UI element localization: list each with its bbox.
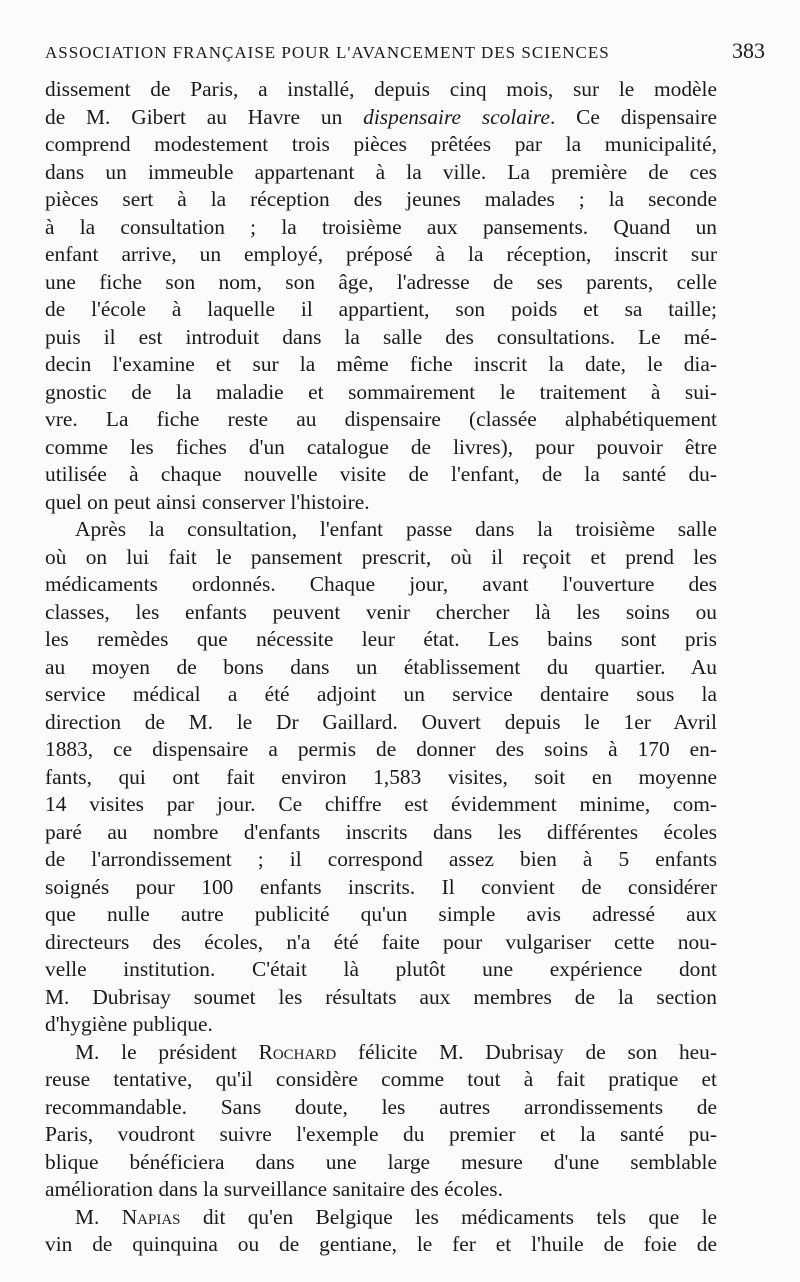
text-line: au moyen de bons dans un établissement du quartier. Au xyxy=(45,654,717,679)
text-line: dissement de Paris, a installé, depuis cinq mois, sur le modèle xyxy=(45,77,717,101)
text-line: M. le président Rochard félicite M. Dubrisay de son heu- xyxy=(75,1039,717,1064)
text-line: comme les fiches d'un catalogue de livres), pour pouvoir être xyxy=(45,434,717,459)
text-line: Paris, voudront suivre l'exemple du premier et la santé pu- xyxy=(45,1122,717,1146)
page-number: 383 xyxy=(732,38,765,63)
text-line: recommandable. Sans doute, les autres arrondissements de xyxy=(45,1094,717,1119)
paragraph-2 xyxy=(45,516,717,1039)
text-line: velle institution. C'était là plutôt une expérience dont xyxy=(45,957,717,981)
text-line: comprend modestement trois pièces prêtées par la municipalité, xyxy=(45,132,717,156)
text-line: de M. Gibert au Havre un dispensaire scolaire. Ce dispensaire xyxy=(45,104,718,129)
text-line: 1883, ce dispensaire a permis de donner des soins à 170 en- xyxy=(45,737,717,761)
text-line: M. Napias dit qu'en Belgique les médicaments tels que le xyxy=(75,1204,718,1229)
text-line: soignés pour 100 enfants inscrits. Il convient de considérer xyxy=(45,874,717,899)
text-line: reuse tentative, qu'il considère comme tout à fait pratique et xyxy=(45,1067,717,1091)
text-line: quel on peut ainsi conserver l'histoire. xyxy=(45,489,370,514)
paragraph-1 xyxy=(45,76,717,516)
body-text xyxy=(45,76,717,1259)
text-line: que nulle autre publicité qu'un simple avis adressé aux xyxy=(45,902,717,926)
text-line: M. Dubrisay soumet les résultats aux membres de la section xyxy=(45,984,717,1009)
text-line: d'hygiène publique. xyxy=(45,1012,213,1036)
text-line: puis il est introduit dans la salle des consultations. Le mé- xyxy=(45,324,717,349)
text-line: fants, qui ont fait environ 1,583 visites, soit en moyenne xyxy=(45,764,717,789)
text-line: dans un immeuble appartenant à la ville. La première de ces xyxy=(45,159,717,184)
paragraph-3 xyxy=(45,1039,717,1204)
text-line: une fiche son nom, son âge, l'adresse de ses parents, celle xyxy=(45,269,717,294)
text-line: médicaments ordonnés. Chaque jour, avant l'ouverture des xyxy=(45,572,717,596)
running-title: ASSOCIATION FRANÇAISE POUR L'AVANCEMENT DES SCIENCES xyxy=(45,43,610,62)
person-name: Napias xyxy=(121,1204,181,1229)
text-line: pièces sert à la réception des jeunes malades ; la seconde xyxy=(45,187,717,211)
text-line: paré au nombre d'enfants inscrits dans les différentes écoles xyxy=(45,819,717,844)
text-line: gnostic de la maladie et sommairement le traitement à sui- xyxy=(45,379,717,404)
text-line: vin de quinquina ou de gentiane, le fer et l'huile de foie de xyxy=(45,1232,717,1256)
text-line: de l'arrondissement ; il correspond assez bien à 5 enfants xyxy=(45,847,717,871)
text-line: où on lui fait le pansement prescrit, où il reçoit et prend les xyxy=(45,544,717,569)
text-line: de l'école à laquelle il appartient, son poids et sa taille; xyxy=(45,297,717,321)
text-line: service médical a été adjoint un service dentaire sous la xyxy=(45,682,717,706)
text-line: vre. La fiche reste au dispensaire (classée alphabétiquement xyxy=(45,407,717,431)
text-line: utilisée à chaque nouvelle visite de l'enfant, de la santé du- xyxy=(45,462,717,486)
text-line: les remèdes que nécessite leur état. Les bains sont pris xyxy=(45,627,717,651)
text-line: blique bénéficiera dans une large mesure d'une semblable xyxy=(45,1149,717,1174)
text-line: Après la consultation, l'enfant passe dans la troisième salle xyxy=(75,517,717,541)
text-line: decin l'examine et sur la même fiche inscrit la date, le dia- xyxy=(45,352,717,376)
text-line: amélioration dans la surveillance sanitaire des écoles. xyxy=(45,1177,503,1201)
emphasis: dispensaire scolaire xyxy=(363,104,550,129)
text-line: enfant arrive, un employé, préposé à la réception, inscrit sur xyxy=(45,242,717,266)
text-line: directeurs des écoles, n'a été faite pour vulgariser cette nou- xyxy=(45,929,717,954)
text-line: classes, les enfants peuvent venir chercher là les soins ou xyxy=(45,599,717,624)
text-line: direction de M. le Dr Gaillard. Ouvert depuis le 1er Avril xyxy=(45,709,717,734)
person-name: Rochard xyxy=(258,1039,337,1064)
text-line: à la consultation ; la troisième aux pansements. Quand un xyxy=(45,214,717,239)
paragraph-4 xyxy=(45,1204,717,1259)
running-header xyxy=(45,38,765,68)
text-line: 14 visites par jour. Ce chiffre est évidemment minime, com- xyxy=(45,792,717,816)
